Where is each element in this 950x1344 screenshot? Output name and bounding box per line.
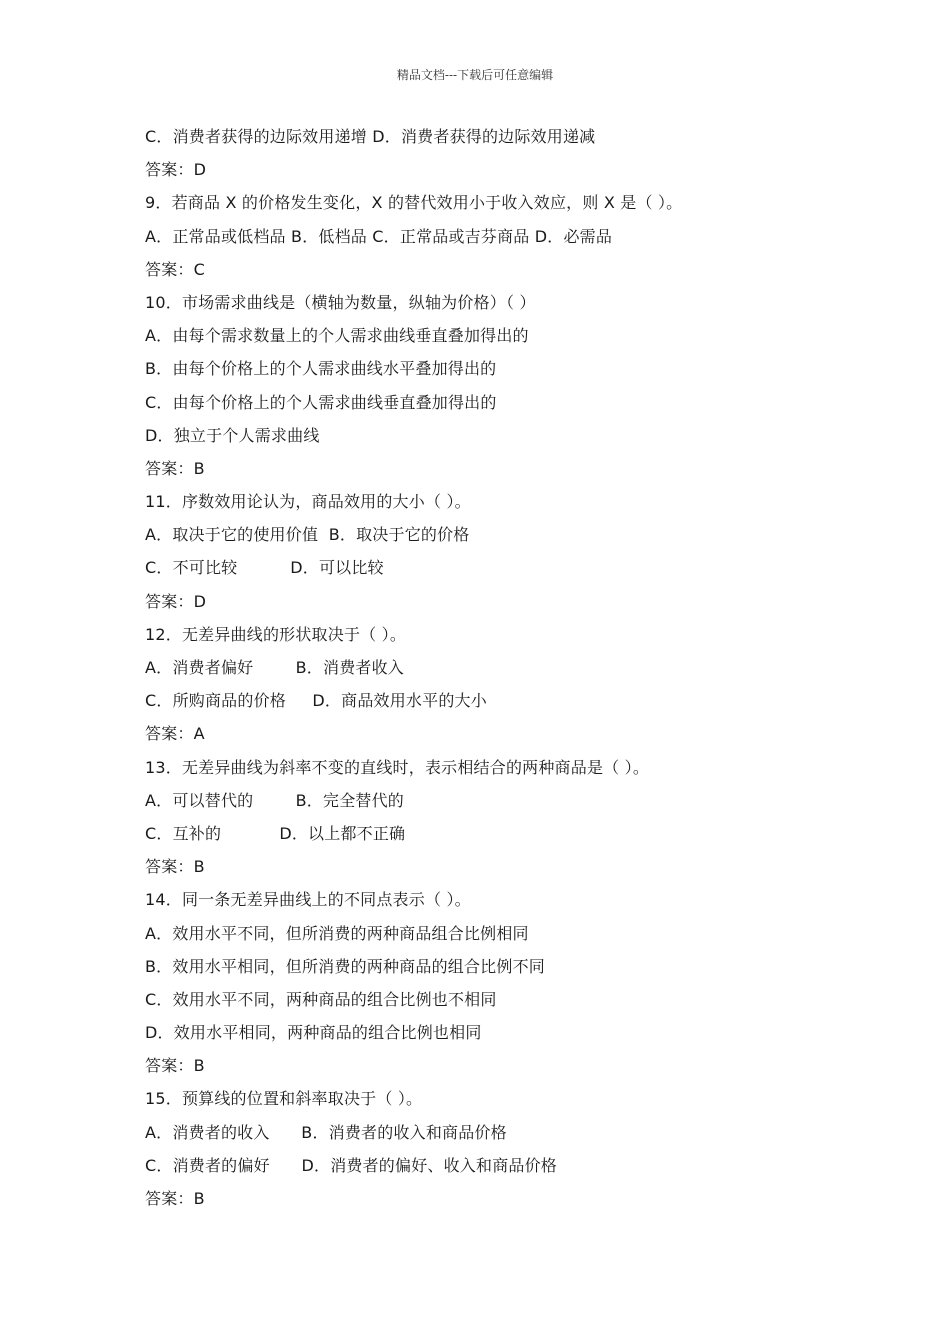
question-line: 14．同一条无差异曲线上的不同点表示（ ）。 bbox=[145, 890, 471, 910]
question-line: 11．序数效用论认为，商品效用的大小（ ）。 bbox=[145, 492, 471, 512]
answer-line: 答案：B bbox=[145, 1056, 205, 1076]
option-line: B．效用水平相同，但所消费的两种商品的组合比例不同 bbox=[145, 956, 545, 976]
option-line: A．可以替代的 B．完全替代的 bbox=[145, 790, 405, 810]
option-line: A．取决于它的使用价值 B．取决于它的价格 bbox=[145, 525, 470, 545]
page-header: 精品文档---下载后可任意编辑 bbox=[396, 68, 554, 82]
question-line: 12．无差异曲线的形状取决于（ ）。 bbox=[145, 624, 407, 644]
option-line: D．效用水平相同，两种商品的组合比例也相同 bbox=[145, 1023, 482, 1043]
option-line: A．由每个需求数量上的个人需求曲线垂直叠加得出的 bbox=[145, 326, 529, 346]
option-line: C．所购商品的价格 D．商品效用水平的大小 bbox=[145, 691, 487, 711]
answer-line: 答案：B bbox=[145, 857, 205, 877]
document-body bbox=[145, 124, 890, 1219]
answer-line: 答案：D bbox=[145, 160, 207, 180]
option-line: D．独立于个人需求曲线 bbox=[145, 425, 320, 445]
option-line: C．效用水平不同，两种商品的组合比例也不相同 bbox=[145, 989, 497, 1009]
option-line: C．互补的 D．以上都不正确 bbox=[145, 823, 406, 843]
answer-line: 答案：B bbox=[145, 1189, 205, 1208]
question-line: 9．若商品 X 的价格发生变化，X 的替代效用小于收入效应，则 X 是（ ）。 bbox=[145, 193, 683, 213]
option-line: A．消费者的收入 B．消费者的收入和商品价格 bbox=[145, 1122, 507, 1142]
option-line: A．正常品或低档品 B．低档品 C．正常品或吉芬商品 D．必需品 bbox=[145, 226, 613, 246]
answer-line: 答案：A bbox=[145, 724, 205, 744]
option-line: C．消费者获得的边际效用递增 D．消费者获得的边际效用递减 bbox=[145, 127, 596, 146]
option-line: C．消费者的偏好 D．消费者的偏好、收入和商品价格 bbox=[145, 1155, 558, 1175]
option-line: A．效用水平不同，但所消费的两种商品组合比例相同 bbox=[145, 923, 529, 943]
answer-line: 答案：D bbox=[145, 591, 207, 611]
question-line: 15．预算线的位置和斜率取决于（ ）。 bbox=[145, 1089, 423, 1109]
answer-line: 答案：B bbox=[145, 458, 205, 478]
option-line: C．不可比较 D．可以比较 bbox=[145, 558, 384, 578]
option-line: A．消费者偏好 B．消费者收入 bbox=[145, 658, 405, 677]
option-line: C．由每个价格上的个人需求曲线垂直叠加得出的 bbox=[145, 392, 497, 412]
option-line: B．由每个价格上的个人需求曲线水平叠加得出的 bbox=[145, 359, 497, 379]
question-line: 10．市场需求曲线是（横轴为数量，纵轴为价格）（ ） bbox=[145, 292, 536, 312]
answer-line: 答案：C bbox=[145, 259, 205, 279]
question-line: 13．无差异曲线为斜率不变的直线时，表示相结合的两种商品是（ ）。 bbox=[145, 757, 650, 777]
